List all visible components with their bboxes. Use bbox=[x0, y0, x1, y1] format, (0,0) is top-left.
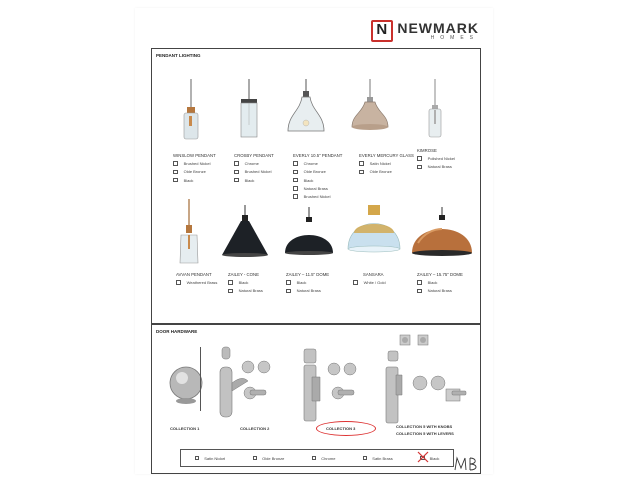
kimrose-pendant bbox=[417, 148, 455, 169]
handwritten-initials-signature bbox=[453, 454, 483, 474]
option-label: White / Gold bbox=[363, 280, 386, 286]
checkbox[interactable] bbox=[234, 178, 239, 183]
winslow-pendant-image bbox=[176, 79, 206, 141]
checkbox[interactable] bbox=[195, 456, 200, 461]
option-label: Natural Brass bbox=[238, 288, 263, 294]
collection-5-levers-label: COLLECTION 5 WITH LEVERS bbox=[396, 431, 454, 436]
checkbox[interactable] bbox=[359, 170, 364, 175]
fixture-name: ZAILEY – 15.75" DOME bbox=[417, 272, 463, 277]
option-label: Black bbox=[244, 177, 255, 183]
option-row[interactable] bbox=[293, 169, 342, 174]
checkbox[interactable] bbox=[234, 161, 239, 166]
option-row[interactable] bbox=[359, 161, 414, 166]
option-row[interactable] bbox=[417, 156, 455, 161]
finish-option-satin-nickel[interactable] bbox=[195, 456, 226, 461]
option-row[interactable] bbox=[353, 280, 386, 285]
zailey-cone bbox=[228, 272, 263, 293]
finish-label: Black bbox=[429, 455, 440, 461]
collection-2-image bbox=[212, 343, 282, 423]
zailey-small-dome-image bbox=[282, 207, 336, 259]
option-label: Black bbox=[183, 177, 194, 183]
selected-collection-circle bbox=[316, 421, 376, 436]
checkbox[interactable] bbox=[253, 456, 258, 461]
option-label: Natural Brass bbox=[303, 185, 328, 191]
divider bbox=[200, 347, 201, 411]
checkbox[interactable] bbox=[176, 280, 181, 285]
option-label: Polished Nickel bbox=[427, 156, 455, 162]
crosby-pendant-image bbox=[234, 79, 264, 141]
fixture-name: AVVAN PENDANT bbox=[176, 272, 212, 277]
door-section-title: DOOR HARDWARE bbox=[156, 329, 198, 334]
checkbox[interactable] bbox=[293, 186, 298, 191]
option-label: Brushed Nickel bbox=[183, 161, 211, 167]
collection-3-image bbox=[298, 343, 368, 425]
option-row[interactable] bbox=[234, 161, 274, 166]
pendant-lighting-section bbox=[151, 48, 481, 324]
fixture-name: CROSBY PENDANT bbox=[234, 153, 274, 158]
everly-pendant bbox=[293, 153, 342, 199]
checkbox[interactable] bbox=[173, 178, 178, 183]
brand-name: NEWMARK bbox=[397, 20, 479, 36]
fixture-name: KIMROSE bbox=[417, 148, 437, 153]
option-label: Brushed Nickel bbox=[303, 193, 331, 199]
option-label: Black bbox=[427, 280, 438, 286]
fixture-name: EVERLY MERCURY GLASS bbox=[359, 153, 414, 158]
pendant-section-title: PENDANT LIGHTING bbox=[156, 53, 201, 58]
checkbox[interactable] bbox=[417, 156, 422, 161]
checkbox[interactable] bbox=[359, 161, 364, 166]
option-row[interactable] bbox=[234, 178, 274, 183]
option-row[interactable] bbox=[286, 280, 329, 285]
avvan-pendant-image bbox=[174, 199, 204, 265]
finish-label: Olde Bronze bbox=[262, 455, 285, 461]
collection-5-image bbox=[374, 333, 470, 425]
checkbox[interactable] bbox=[353, 280, 358, 285]
finish-label: Satin Brass bbox=[372, 455, 393, 461]
checkbox[interactable] bbox=[173, 170, 178, 175]
option-row[interactable] bbox=[234, 169, 274, 174]
zailey-cone-image bbox=[220, 205, 270, 261]
checkbox[interactable] bbox=[312, 456, 317, 461]
zailey-large-dome bbox=[417, 272, 463, 293]
everly-pendant-image bbox=[286, 79, 326, 141]
option-label: Black bbox=[238, 280, 249, 286]
option-row[interactable] bbox=[293, 194, 342, 199]
option-row[interactable] bbox=[176, 280, 217, 285]
option-label: Olde Bronze bbox=[183, 169, 206, 175]
option-row[interactable] bbox=[293, 161, 342, 166]
finish-options-bar bbox=[180, 449, 454, 467]
option-label: Olde Bronze bbox=[303, 169, 326, 175]
option-label: Natural Brass bbox=[427, 288, 452, 294]
option-label: Olde Bronze bbox=[369, 169, 392, 175]
checkbox[interactable] bbox=[228, 289, 233, 294]
finish-label: Chrome bbox=[321, 455, 336, 461]
option-row[interactable] bbox=[293, 178, 342, 183]
option-label: Chrome bbox=[244, 161, 259, 167]
selected-finish-x-mark bbox=[416, 450, 430, 464]
checkbox[interactable] bbox=[173, 161, 178, 166]
option-label: Satin Nickel bbox=[369, 161, 391, 167]
checkbox[interactable] bbox=[234, 170, 239, 175]
option-label: Black bbox=[296, 280, 307, 286]
newmark-logo-mark: N bbox=[371, 20, 393, 42]
checkbox[interactable] bbox=[363, 456, 368, 461]
collection-3-label: COLLECTION 3 bbox=[326, 426, 356, 431]
kimrose-pendant-image bbox=[420, 79, 450, 141]
finish-option-chrome[interactable] bbox=[312, 456, 336, 461]
newmark-logo bbox=[371, 20, 479, 42]
option-label: Weathered Brass bbox=[186, 280, 218, 286]
fixture-name: WINSLOW PENDANT bbox=[173, 153, 216, 158]
brand-subtitle: HOMES bbox=[430, 35, 479, 41]
fixture-name: ZAILEY – 11.5" DOME bbox=[286, 272, 330, 277]
sansara-image bbox=[344, 203, 404, 263]
fixture-name: SANSARA bbox=[363, 272, 384, 277]
option-row[interactable] bbox=[228, 288, 263, 293]
sansara bbox=[353, 272, 386, 285]
checkbox[interactable] bbox=[293, 194, 298, 199]
finish-option-satin-brass[interactable] bbox=[363, 456, 393, 461]
collection-5-knobs-label: COLLECTION 5 WITH KNOBS bbox=[396, 424, 453, 429]
option-row[interactable] bbox=[359, 169, 414, 174]
checkbox[interactable] bbox=[417, 289, 422, 294]
avvan-pendant bbox=[176, 272, 217, 285]
checkbox[interactable] bbox=[293, 178, 298, 183]
option-row[interactable] bbox=[286, 288, 329, 293]
checkbox[interactable] bbox=[293, 161, 298, 166]
checkbox[interactable] bbox=[417, 280, 422, 285]
checkbox[interactable] bbox=[228, 280, 233, 285]
option-label: Brushed Nickel bbox=[244, 169, 272, 175]
winslow-pendant bbox=[173, 153, 216, 183]
spec-sheet-page bbox=[135, 8, 493, 474]
option-row[interactable] bbox=[173, 161, 216, 166]
zailey-large-dome-image bbox=[410, 207, 474, 263]
everly-mercury-glass-image bbox=[350, 79, 390, 141]
fixture-name: EVERLY 10.5" PENDANT bbox=[293, 153, 343, 158]
door-hardware-section bbox=[151, 324, 481, 474]
option-row[interactable] bbox=[417, 280, 463, 285]
option-row[interactable] bbox=[417, 164, 455, 169]
collection-1-label: COLLECTION 1 bbox=[170, 426, 200, 431]
option-label: Natural Brass bbox=[427, 164, 452, 170]
option-label: Chrome bbox=[303, 161, 318, 167]
option-row[interactable] bbox=[173, 178, 216, 183]
option-label: Black bbox=[303, 177, 314, 183]
checkbox[interactable] bbox=[417, 165, 422, 170]
finish-option-olde-bronze[interactable] bbox=[253, 456, 285, 461]
collection-2-label: COLLECTION 2 bbox=[240, 426, 270, 431]
zailey-small-dome bbox=[286, 272, 329, 293]
checkbox[interactable] bbox=[293, 170, 298, 175]
option-label: Natural Brass bbox=[296, 288, 321, 294]
checkbox[interactable] bbox=[286, 289, 291, 294]
crosby-pendant bbox=[234, 153, 274, 183]
option-row[interactable] bbox=[228, 280, 263, 285]
option-row[interactable] bbox=[293, 186, 342, 191]
finish-option-black[interactable] bbox=[420, 456, 439, 461]
fixture-name: ZAILEY - CONE bbox=[228, 272, 259, 277]
option-row[interactable] bbox=[173, 169, 216, 174]
everly-mercury-glass bbox=[359, 153, 414, 174]
option-row[interactable] bbox=[417, 288, 463, 293]
finish-label: Satin Nickel bbox=[204, 455, 226, 461]
checkbox[interactable] bbox=[286, 280, 291, 285]
